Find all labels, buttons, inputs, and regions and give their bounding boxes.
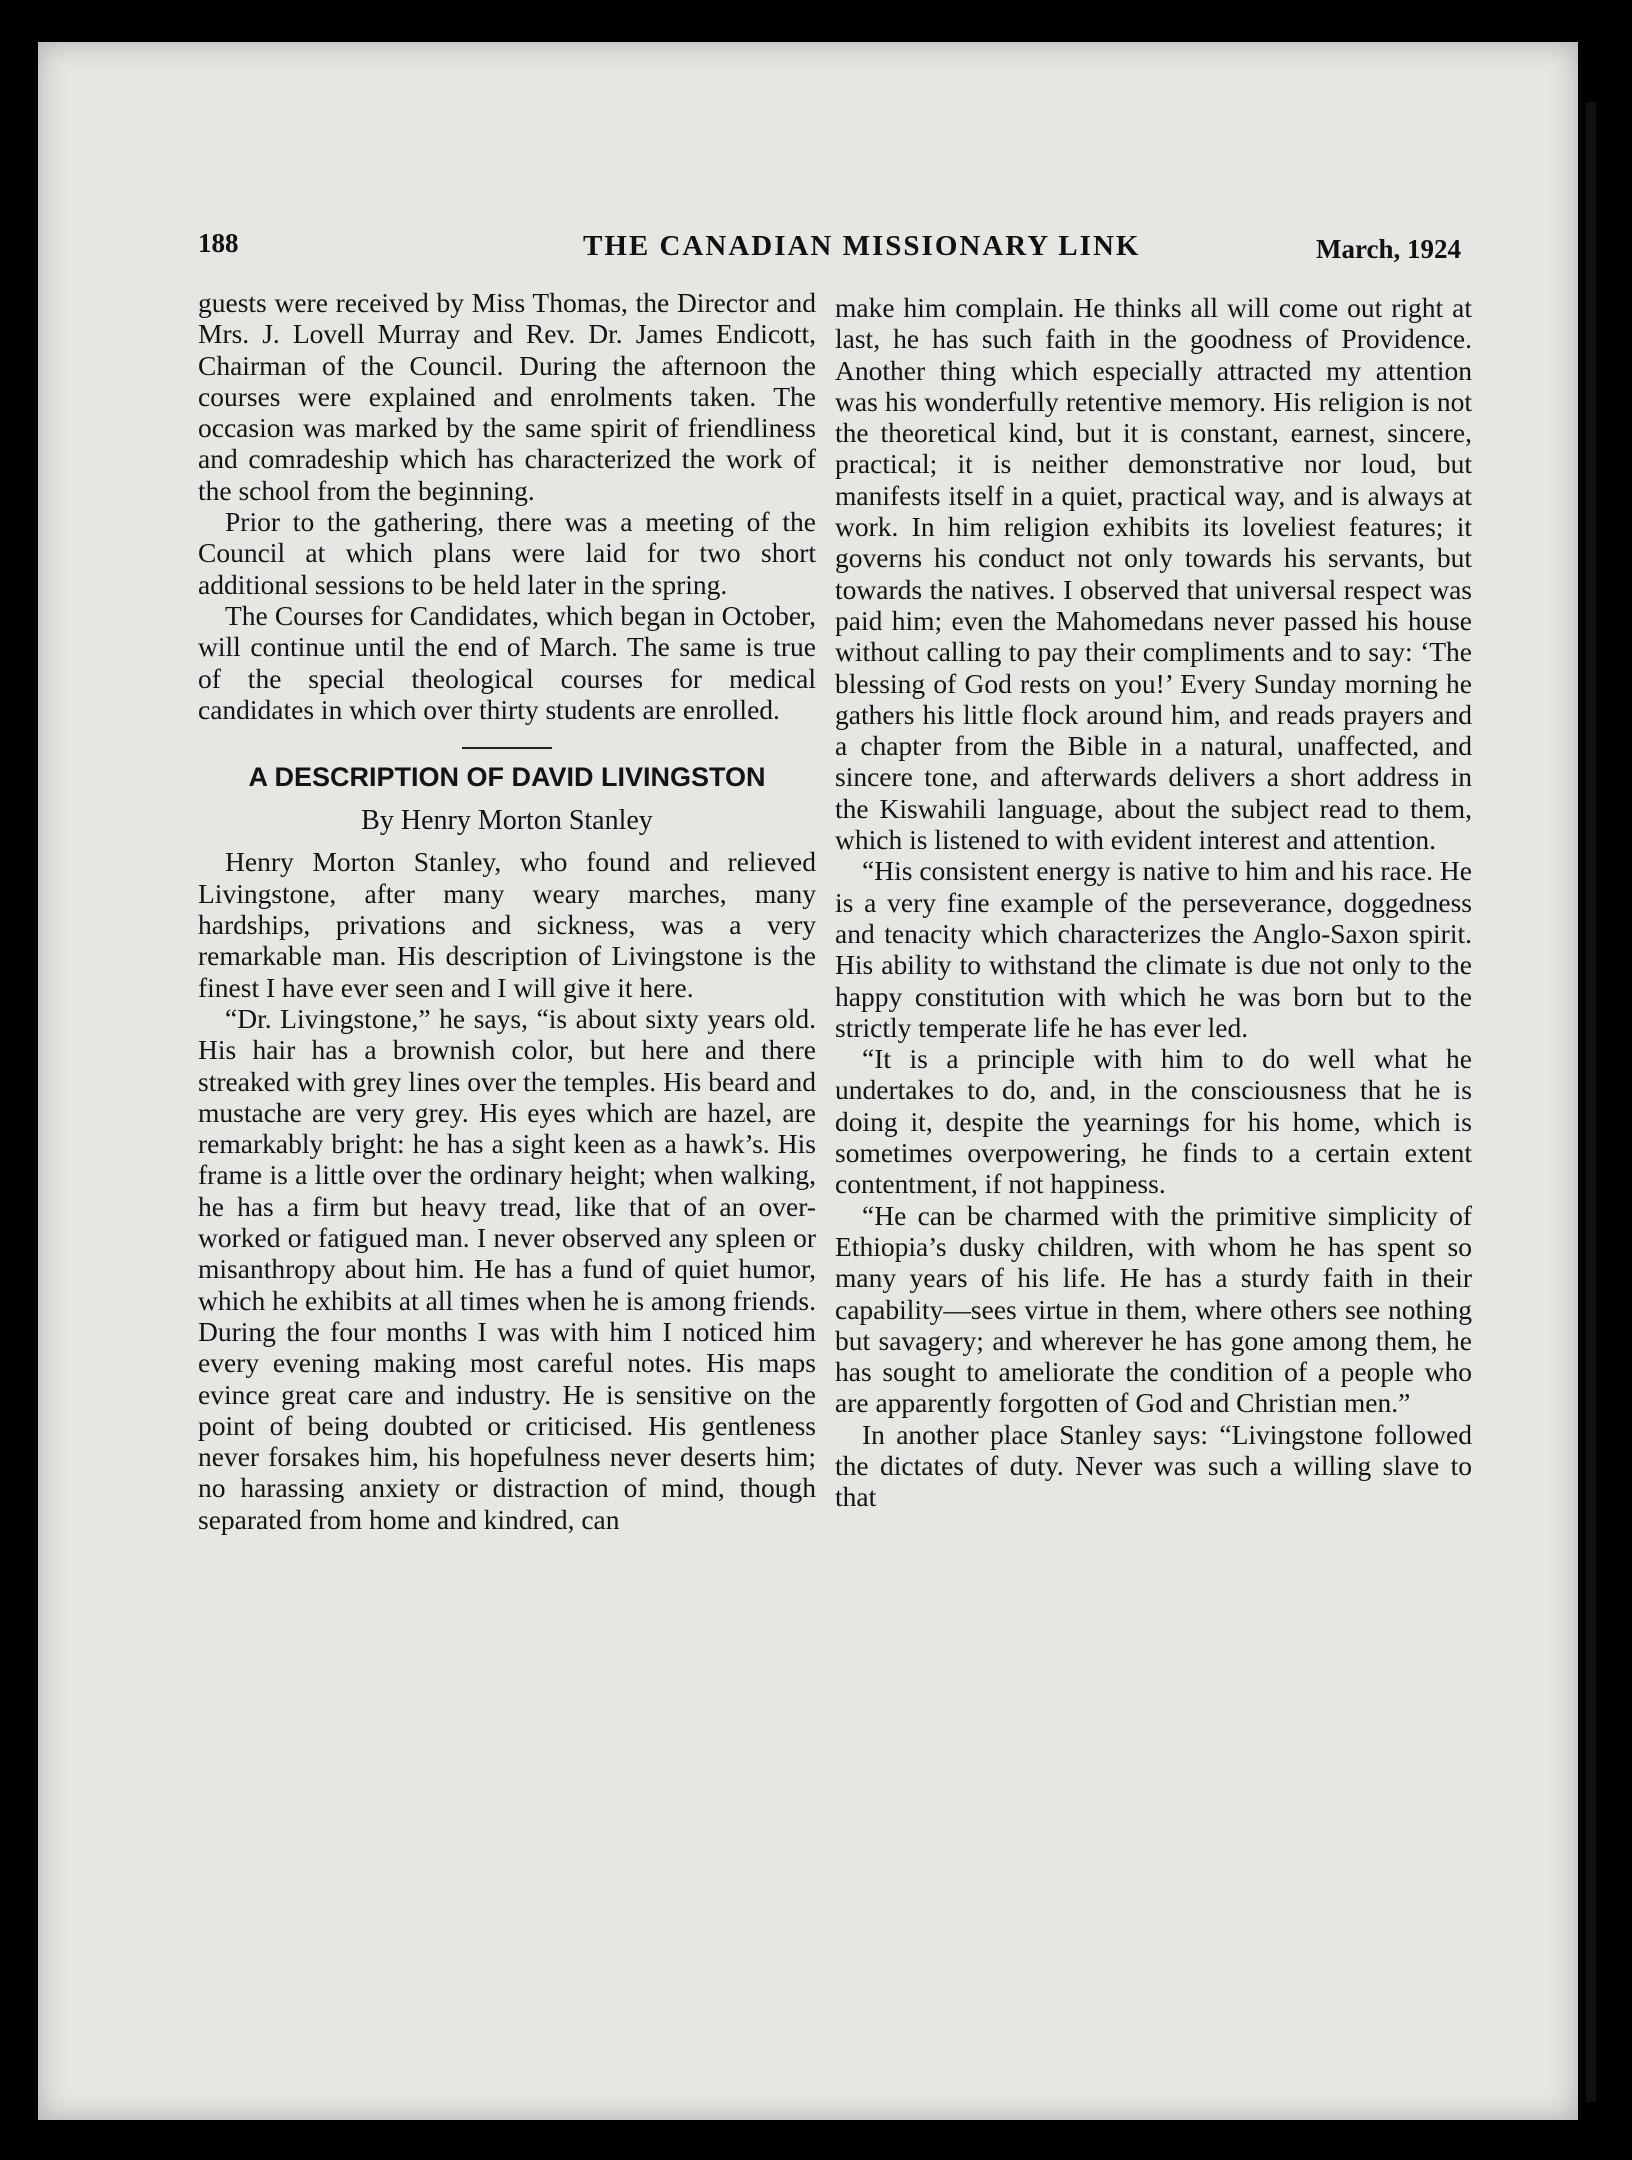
page-number: 188 [198, 228, 239, 258]
publication-title: THE CANADIAN MISSIONARY LINK [583, 230, 1141, 262]
paragraph: In another place Stanley says: “Livingstone followed the dictates of duty. Never was such a willing slave to that [835, 1418, 1472, 1513]
paragraph: guests were received by Miss Thomas, the Director and Mrs. J. Lovell Murray and Rev. Dr. James Endicott, Chairman of the Council. During the afternoon the courses were explained and enrolments taken. The occasion was marked by the same spirit of friendliness and comradeship which has characterized the work of the school from the beginning. [198, 287, 816, 506]
paragraph: make him complain. He thinks all will come out right at last, he has such faith in the goodness of Providence. Another thing which especially attracted my attention was his wonderfully retentive memory. His religion is not the theoretical kind, but it is constant, earnest, sincere, practical; it is neither demonstrative nor loud, but manifests itself in a quiet, practical way, and is always at work. In him religion exhibits its loveliest features; it governs his conduct not only towards his servants, but towards the natives. I observed that universal respect was paid him; even the Mahomedans never passed his house without calling to pay their compliments and to say: ‘The blessing of God rests on you!’ Every Sunday morning he gathers his little flock around him, and reads prayers and a chapter from the Bible in a natural, unaffected, and sincere tone, and afterwards delivers a short address in the Kiswahili language, about the subject read to them, which is listened to with evident interest and attention. [835, 292, 1472, 856]
paragraph: Prior to the gathering, there was a meeting of the Council at which plans were laid for two short additional sessions to be held later in the spring. [198, 506, 816, 600]
article-title: A DESCRIPTION OF DAVID LIVINGSTON [248, 762, 766, 793]
paragraph: “Dr. Livingstone,” he says, “is about sixty years old. His hair has a brownish color, but here and there streaked with grey lines over the temples. His beard and mustache are very grey. His eyes which are hazel, are remarkably bright: he has a sight keen as a hawk’s. His frame is a little over the ordinary height; when walking, he has a firm but heavy tread, like that of an over-worked or fatigued man. I never observed any spleen or misanthropy about him. He has a fund of quiet humor, which he exhibits at all times when he is among friends. During the four months I was with him I noticed him every evening making most careful notes. His maps evince great care and industry. He is sensitive on the point of being doubted or criticised. His gentleness never forsakes him, his hopefulness never deserts him; no harassing anxiety or distraction of mind, though separated from home and kindred, can [198, 1002, 816, 1535]
right-column [835, 292, 1472, 1513]
running-header [38, 192, 1578, 264]
left-column [198, 287, 816, 1535]
paragraph: “It is a principle with him to do well what he undertakes to do, and, in the consciousness that he is doing it, despite the yearnings for his home, which is sometimes overpowering, he finds to a certain extent contentment, if not happiness. [835, 1043, 1472, 1200]
binding-edge [1586, 102, 1596, 2102]
section-divider [462, 747, 552, 749]
magazine-page [38, 42, 1578, 2120]
paragraph: “His consistent energy is native to him and his race. He is a very fine example of the perseverance, doggedness and tenacity which characterizes the Anglo-Saxon spirit. His ability to withstand the climate is due not only to the happy constitution with which he was born but to the strictly temperate life he has ever led. [835, 855, 1472, 1043]
paragraph: “He can be charmed with the primitive simplicity of Ethiopia’s dusky children, with whom he has spent so many years of his life. He has a sturdy faith in their capability—sees virtue in them, where others see nothing but savagery; and wherever he has gone among them, he has sought to ameliorate the condition of a people who are apparently forgotten of God and Christian men.” [835, 1199, 1472, 1419]
paragraph: Henry Morton Stanley, who found and relieved Livingstone, after many weary marches, many hardships, privations and sickness, was a very remarkable man. His description of Livingstone is the finest I have ever seen and I will give it here. [198, 846, 816, 1003]
issue-date: March, 1924 [1316, 234, 1461, 264]
paragraph: The Courses for Candidates, which began in October, will continue until the end of March. The same is true of the special theological courses for medical candidates in which over thirty students are enrolled. [198, 599, 816, 725]
byline: By Henry Morton Stanley [361, 805, 653, 837]
